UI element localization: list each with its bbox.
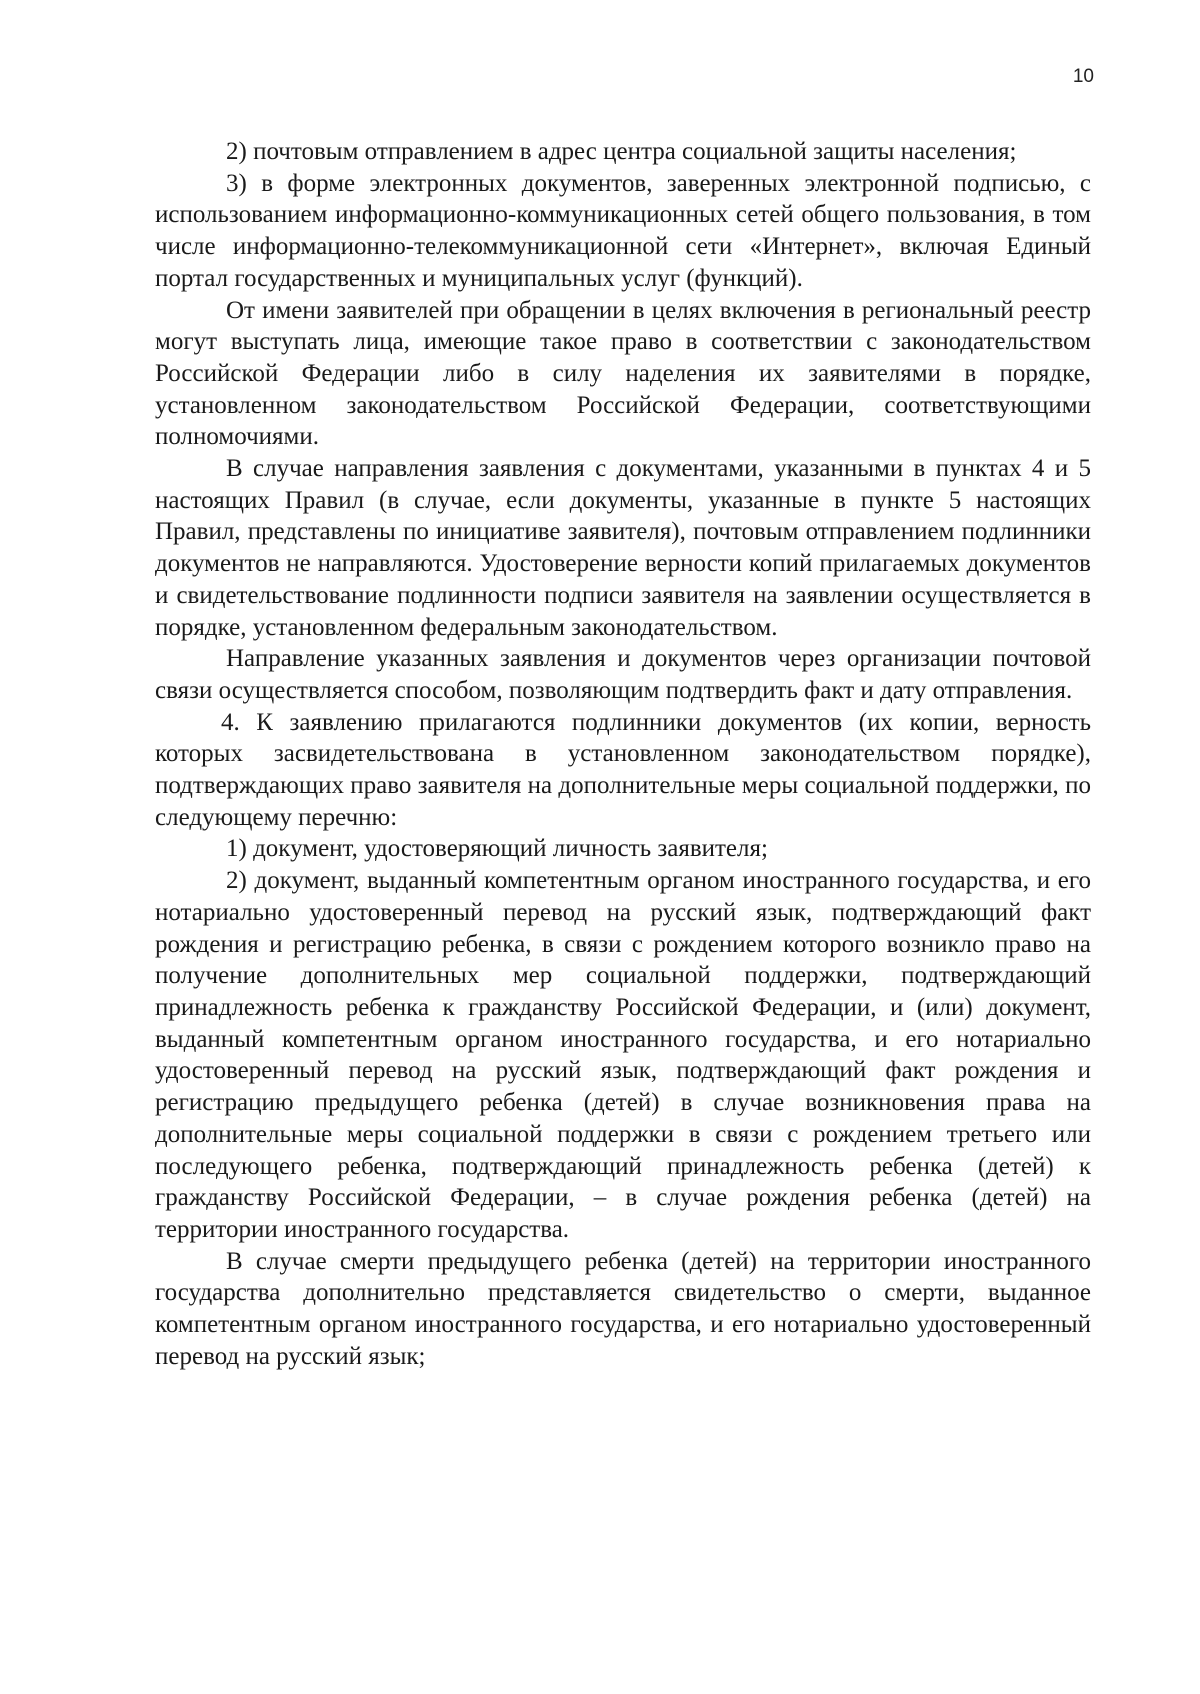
page-number: 10: [1072, 66, 1094, 87]
paragraph-item-4-documents: 4. К заявлению прилагаются подлинники документов (их копии, верность которых засвидетельствована в установленном законодательством порядке), подтверждающих право заявителя на дополнительные меры социальной поддержки, по следующему перечню:: [155, 708, 1091, 831]
paragraph-identity-document: 1) документ, удостоверяющий личность заявителя;: [226, 835, 768, 863]
paragraph-postal-submission: 2) почтовым отправлением в адрес центра социальной защиты населения;: [226, 138, 1017, 165]
paragraph-postal-originals: В случае направления заявления с документами, указанными в пунктах 4 и 5 настоящих Правил (в случае, если документы, указанные в пункте 5 настоящих Правил, представлены по инициативе заявителя), почтовым отправлением подлинники документов не направляются. Удостоверение верности копий прилагаемых документов и свидетельствование подлинности подписи заявителя на заявлении осуществляется в порядке, установленном федеральным законодательством.: [155, 455, 1091, 641]
paragraph-foreign-birth-document: 2) документ, выданный компетентным органом иностранного государства, и его нотариально удостоверенный перевод на русский язык, подтверждающий факт рождения и регистрацию ребенка, в связи с рождением которого возникло право на получение дополнительных мер социальной поддержки, подтверждающий принадлежность ребенка к гражданству Российской Федерации, и (или) документ, выданный компетентным органом иностранного государства, и его нотариально удостоверенный перевод на русский язык, подтверждающий факт рождения и регистрацию предыдущего ребенка (детей) в случае возникновения права на дополнительные меры социальной поддержки в связи с рождением третьего или последующего ребенка, подтверждающий принадлежность ребенка (детей) к гражданству Российской Федерации, – в случае рождения ребенка (детей) на территории иностранного государства.: [155, 867, 1091, 1243]
paragraph-postal-confirmation: Направление указанных заявления и документов через организации почтовой связи осуществляется способом, позволяющим подтвердить факт и дату отправления.: [155, 645, 1091, 704]
paragraph-electronic-submission: 3) в форме электронных документов, заверенных электронной подписью, с использованием информационно-коммуникационных сетей общего пользования, в том числе информационно-телекоммуникационной сети «Интернет», включая Единый портал государственных и муниципальных услуг (функций).: [155, 169, 1091, 292]
paragraph-death-certificate: В случае смерти предыдущего ребенка (детей) на территории иностранного государства дополнительно представляется свидетельство о смерти, выданное компетентным органом иностранного государства, и его нотариально удостоверенный перевод на русский язык;: [155, 1247, 1091, 1370]
document-body: [155, 136, 1091, 1372]
paragraph-representatives: От имени заявителей при обращении в целях включения в региональный реестр могут выступать лица, имеющие такое право в соответствии с законодательством Российской Федерации либо в силу наделения их заявителями в порядке, установленном законодательством Российской Федерации, соответствующими полномочиями.: [155, 296, 1091, 451]
